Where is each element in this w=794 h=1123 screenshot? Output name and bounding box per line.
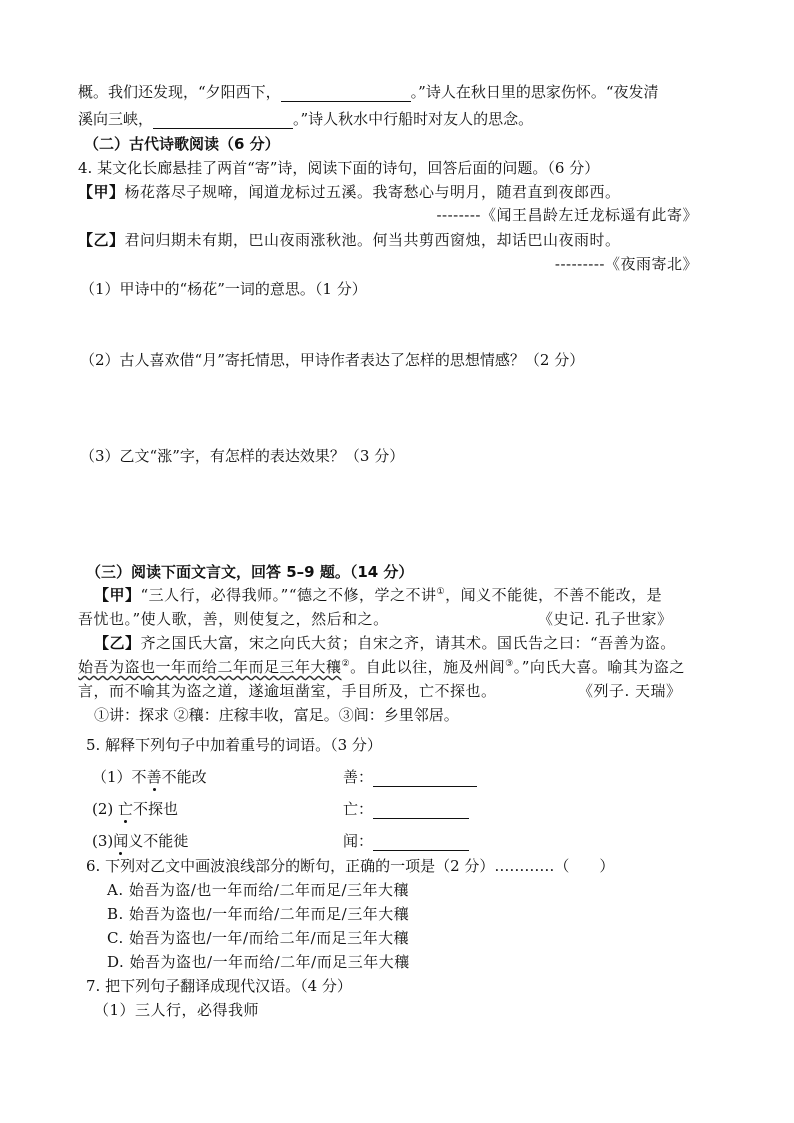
text-tag: 【乙】 [94, 634, 141, 652]
intro-text: 概。我们还发现，“夕阳西下， [78, 83, 281, 101]
answer-blank[interactable] [373, 802, 469, 819]
question-stem: 7. 把下列句子翻译成现代汉语。（4 分） [86, 977, 352, 995]
emphasized-word: 闻 [113, 832, 129, 850]
poem-tag: 【乙】 [78, 231, 125, 249]
footnote-marker: ② [341, 659, 351, 669]
item-text: 不探也 [133, 800, 179, 818]
option-b[interactable]: B. 始吾为盗也/一年而给/二年而足/三年大穰 [107, 905, 410, 923]
item-text: 义不能徙 [128, 832, 189, 850]
intro-line-2 [78, 109, 533, 129]
option-a[interactable]: A. 始吾为盗/也一年而给/二年而足/三年大穰 [107, 881, 410, 899]
passage-text: 。”向氏大喜。喻其为盗之 [513, 658, 685, 676]
footnotes: ①讲：探求 ②穰：庄稼丰收，富足。③闾：乡里邻居。 [94, 706, 459, 724]
emphasized-word: 亡 [118, 800, 134, 818]
sub-question: （1）三人行，必得我师 [94, 1001, 260, 1019]
poem-tag: 【甲】 [78, 183, 125, 201]
passage-text: 齐之国氏大富，宋之向氏大贫；自宋之齐，请其术。国氏告之曰：“吾善为盗。 [140, 634, 676, 652]
q5-answer-2 [343, 799, 469, 819]
item-text: 不 [131, 768, 147, 786]
option-c[interactable]: C. 始吾为盗也/一年/而给二年/而足三年大穰 [107, 929, 410, 947]
emphasized-word: 善 [146, 768, 162, 786]
item-text: 不能改 [161, 768, 207, 786]
poem-text: 君问归期未有期，巴山夜雨涨秋池。何当共剪西窗烛，却话巴山夜雨时。 [124, 231, 621, 249]
intro-text: 。”诗人在秋日里的思家伤怀。“夜发清 [410, 83, 659, 101]
passage-source: 《列子. 天瑞》 [578, 682, 682, 700]
answer-blank[interactable] [153, 112, 293, 129]
poem-a [78, 182, 621, 202]
intro-text: 溪向三峡， [78, 110, 154, 128]
answer-blank[interactable] [373, 834, 469, 851]
wavy-underlined-text: 始吾为盗也一年而给二年而足三年大穰 [78, 658, 342, 676]
passage-text: “三人行，必得我师。”“德之不修，学之不讲 [140, 586, 437, 604]
sub-question: （3）乙文“涨”字，有怎样的表达效果？（3 分） [80, 447, 405, 465]
intro-text: 。”诗人秋水中行船时对友人的思念。 [293, 110, 534, 128]
answer-label: 善： [343, 768, 374, 786]
option-d[interactable]: D. 始吾为盗也/一年而给/二年/而足三年大穰 [107, 953, 410, 971]
passage-text: 。自此以往，施及州闾 [350, 658, 506, 676]
q5-answer-3 [343, 831, 469, 851]
text-a-line-2: 吾忧也。”使人歌，善，则使复之，然后和之。 [78, 610, 389, 628]
sub-question: （2）古人喜欢借“月”寄托情思，甲诗作者表达了怎样的思想情感？（2 分） [80, 351, 585, 369]
poem-source: --------《闻王昌龄左迁龙标遥有此寄》 [436, 206, 698, 224]
q5-item-2 [92, 799, 178, 819]
intro-line-1 [78, 82, 659, 102]
section-heading: （二）古代诗歌阅读（6 分） [84, 135, 280, 153]
item-number: (2) [92, 800, 114, 818]
footnote-marker: ③ [505, 659, 514, 669]
q5-answer-1 [343, 767, 477, 787]
question-stem: 6. 下列对乙文中画波浪线部分的断句，正确的一项是（2 分）…………（ ） [86, 857, 615, 875]
answer-blank[interactable] [281, 85, 411, 102]
item-number: （1） [92, 768, 132, 786]
text-tag: 【甲】 [94, 586, 141, 604]
q5-item-1 [92, 767, 207, 787]
text-b-line-2 [78, 657, 685, 677]
answer-label: 闻： [343, 832, 374, 850]
answer-blank[interactable] [373, 770, 477, 787]
question-stem: 4. 某文化长廊悬挂了两首“寄”诗，阅读下面的诗句，回答后面的问题。（6 分） [78, 159, 600, 177]
item-number: (3) [92, 832, 114, 850]
question-stem: 5. 解释下列句子中加着重号的词语。（3 分） [86, 736, 382, 754]
poem-text: 杨花落尽子规啼，闻道龙标过五溪。我寄愁心与明月，随君直到夜郎西。 [124, 183, 621, 201]
q5-item-3 [92, 831, 188, 851]
poem-source: ---------《夜雨寄北》 [554, 255, 698, 273]
text-a-line-1 [94, 585, 662, 605]
passage-source: 《史记. 孔子世家》 [538, 610, 673, 628]
text-b-line-3: 言，而不喻其为盗之道，遂逾垣凿室，手目所及，亡不探也。 [78, 682, 497, 700]
answer-label: 亡： [343, 800, 374, 818]
section-heading: （三）阅读下面文言文，回答 5–9 题。（14 分） [86, 563, 414, 581]
passage-text: ，闻义不能徙，不善不能改，是 [445, 586, 663, 604]
poem-b [78, 230, 621, 250]
sub-question: （1）甲诗中的“杨花”一词的意思。（1 分） [80, 280, 367, 298]
text-b-line-1 [94, 633, 676, 653]
footnote-marker: ① [436, 587, 446, 597]
